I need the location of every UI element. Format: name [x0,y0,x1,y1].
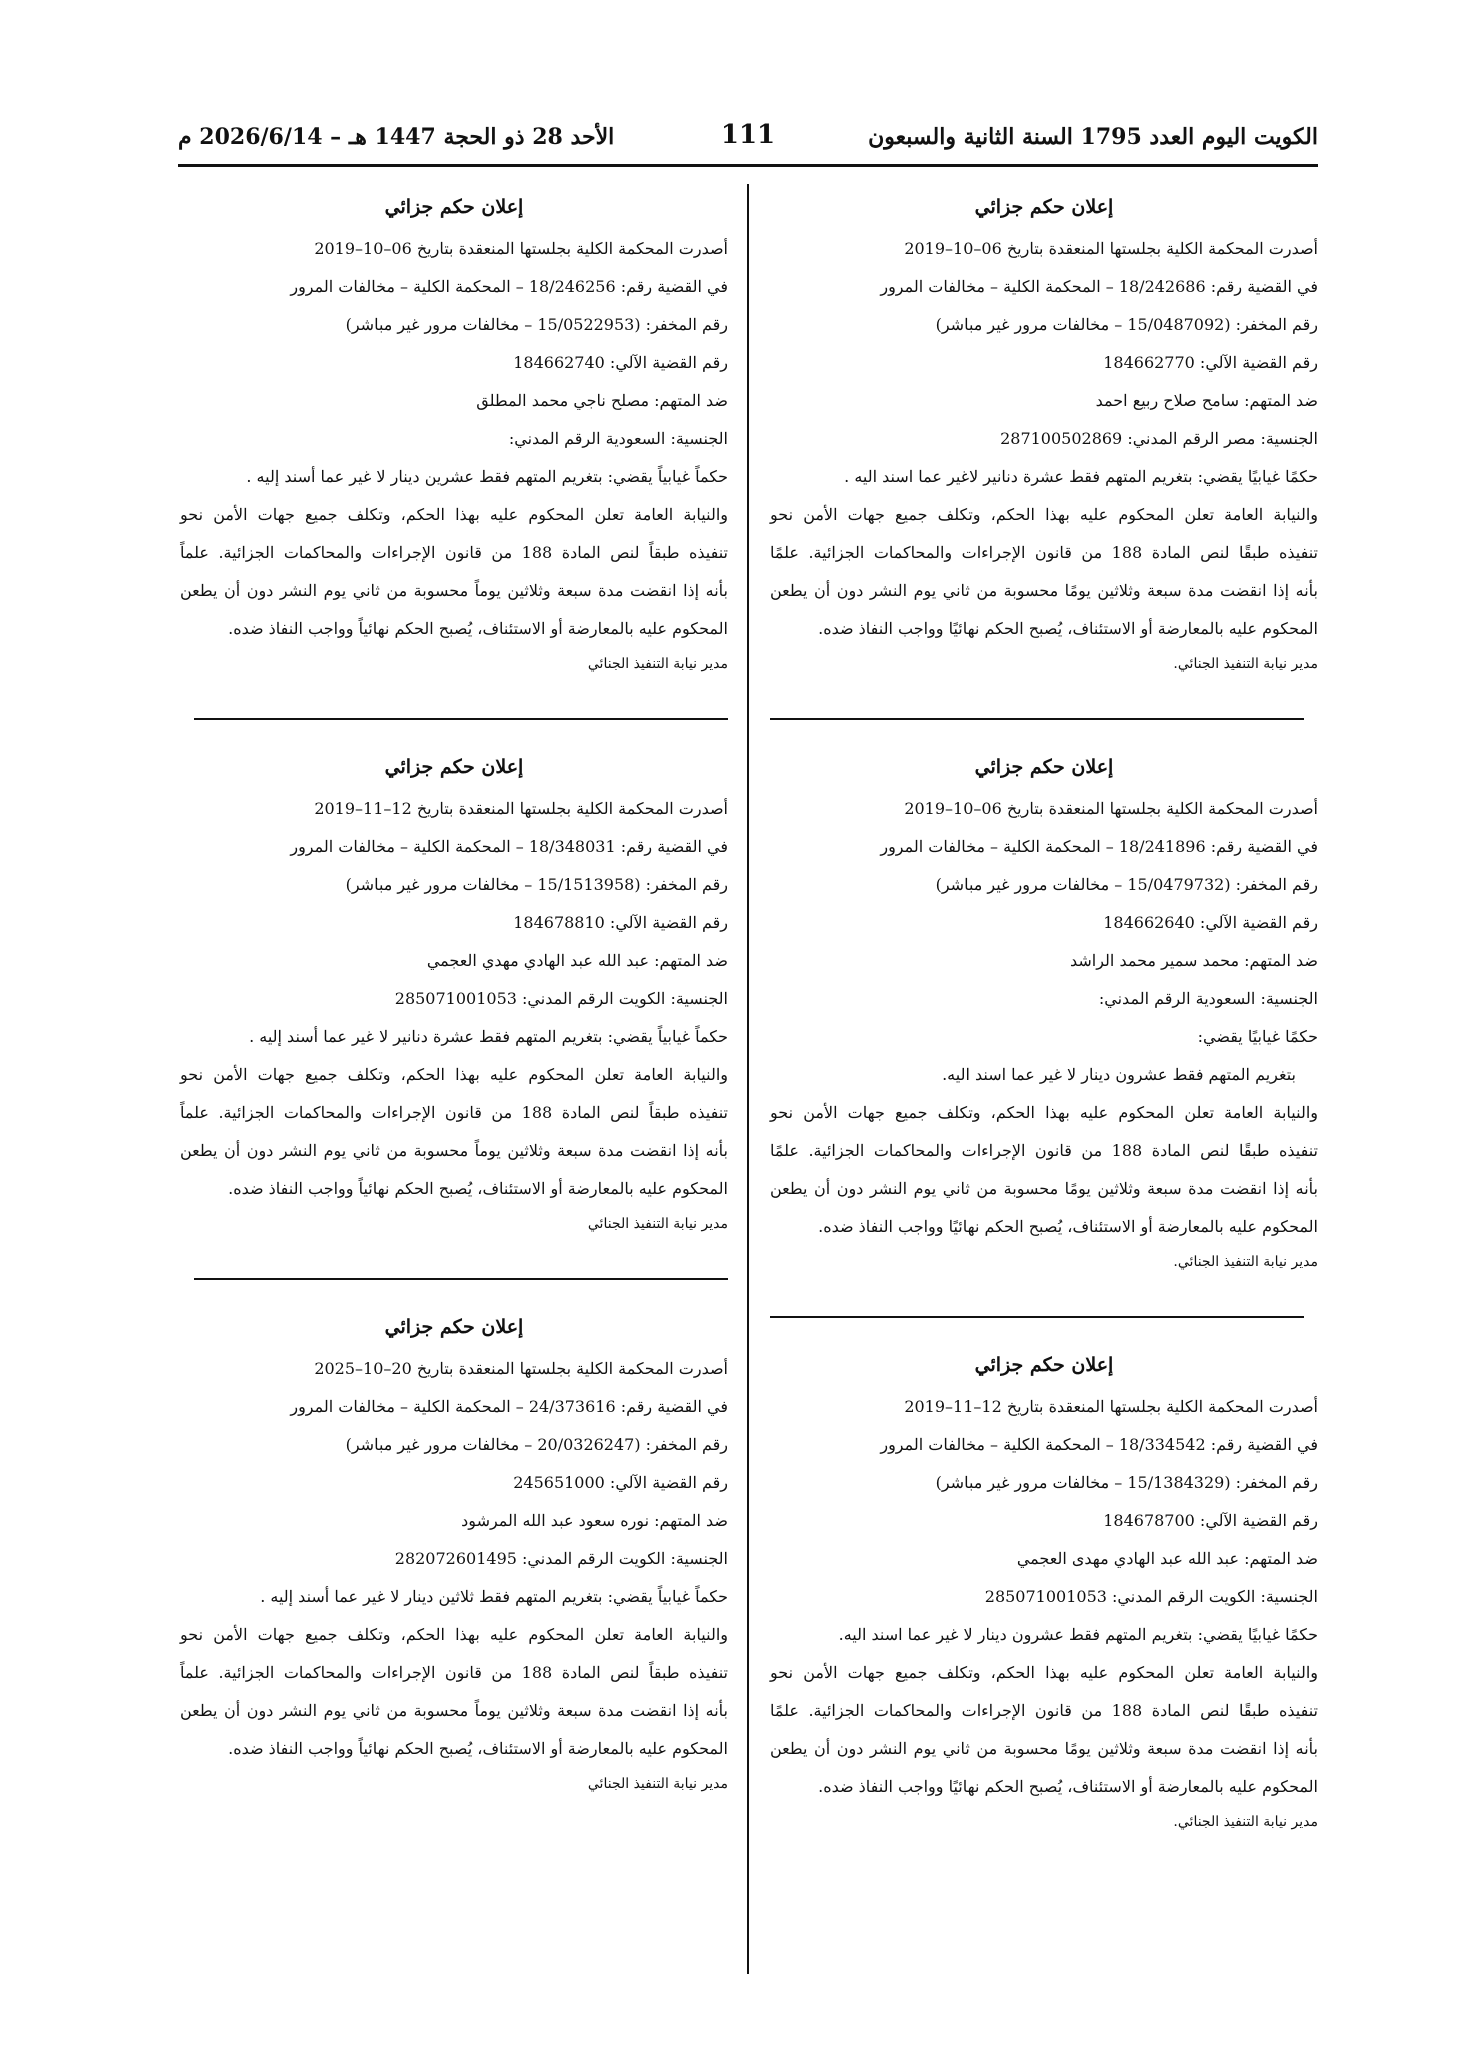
case-number: في القضية رقم: 18/241896 – المحكمة الكلية – مخالفات المرور [880,837,1318,856]
nationality-line: الجنسية: الكويت الرقم المدني: 285071001053 [394,989,728,1008]
accused-name: ضد المتهم: سامح صلاح ربيع احمد [1095,391,1318,410]
issued-line: أصدرت المحكمة الكلية بجلستها المنعقدة بتاريخ 06–10–2019 [314,239,728,258]
notice [180,754,728,1240]
issued-line: أصدرت المحكمة الكلية بجلستها المنعقدة بتاريخ 12–11–2019 [904,1397,1318,1416]
body-line: تنفيذه طبقاً لنص المادة 188 من قانون الإجراءات والمحاكمات الجزائية. علماً [180,1663,728,1682]
accused-name: ضد المتهم: نوره سعود عبد الله المرشود [461,1511,728,1530]
case-number: في القضية رقم: 18/348031 – المحكمة الكلية – مخالفات المرور [290,837,728,856]
notice-title: إعلان حكم جزائي [974,1354,1114,1376]
verdict-line: حكمًا غيابيًا يقضي: بتغريم المتهم فقط عشرة دنانير لاغير عما اسند اليه . [844,467,1318,486]
notice-title: إعلان حكم جزائي [974,756,1114,778]
body-line: بأنه إذا انقضت مدة سبعة وثلاثين يومًا محسوبة من ثاني يوم النشر دون أن يطعن [770,581,1318,600]
body-line: بأنه إذا انقضت مدة سبعة وثلاثين يوماً محسوبة من ثاني يوم النشر دون أن يطعن [180,581,728,600]
body-line: والنيابة العامة تعلن المحكوم عليه بهذا الحكم، وتكلف جميع جهات الأمن نحو [770,1663,1318,1682]
auto-case-number: رقم القضية الآلي: 184662740 [513,353,728,372]
body-line: والنيابة العامة تعلن المحكوم عليه بهذا الحكم، وتكلف جميع جهات الأمن نحو [180,1065,728,1084]
signature: مدير نيابة التنفيذ الجنائي. [1173,656,1318,672]
body-line: بأنه إذا انقضت مدة سبعة وثلاثين يوماً محسوبة من ثاني يوم النشر دون أن يطعن [180,1141,728,1160]
notice-separator [194,1278,728,1280]
verdict-heading: حكمًا غيابيًا يقضي: [1197,1027,1318,1046]
notice-title: إعلان حكم جزائي [384,756,524,778]
nationality-line: الجنسية: الكويت الرقم المدني: 282072601495 [394,1549,728,1568]
body-line: والنيابة العامة تعلن المحكوم عليه بهذا الحكم، وتكلف جميع جهات الأمن نحو [180,505,728,524]
notice-title: إعلان حكم جزائي [384,196,524,218]
body-line: المحكوم عليه بالمعارضة أو الاستئناف، يُصبح الحكم نهائياً وواجب النفاذ ضده. [228,619,728,638]
page-header [178,118,1318,162]
accused-name: ضد المتهم: مصلح ناجي محمد المطلق [476,391,728,410]
nationality-line: الجنسية: السعودية الرقم المدني: [1098,989,1318,1008]
nationality-line: الجنسية: السعودية الرقم المدني: [508,429,728,448]
signature: مدير نيابة التنفيذ الجنائي. [1173,1254,1318,1270]
body-line: المحكوم عليه بالمعارضة أو الاستئناف، يُصبح الحكم نهائياً وواجب النفاذ ضده. [228,1179,728,1198]
body-line: بأنه إذا انقضت مدة سبعة وثلاثين يومًا محسوبة من ثاني يوم النشر دون أن يطعن [770,1179,1318,1198]
body-line: المحكوم عليه بالمعارضة أو الاستئناف، يُصبح الحكم نهائيًا وواجب النفاذ ضده. [818,619,1318,638]
issued-line: أصدرت المحكمة الكلية بجلستها المنعقدة بتاريخ 20–10–2025 [314,1359,728,1378]
auto-case-number: رقم القضية الآلي: 184678700 [1103,1511,1318,1530]
body-line: والنيابة العامة تعلن المحكوم عليه بهذا الحكم، وتكلف جميع جهات الأمن نحو [180,1625,728,1644]
body-line: والنيابة العامة تعلن المحكوم عليه بهذا الحكم، وتكلف جميع جهات الأمن نحو [770,1103,1318,1122]
station-number: رقم المخفر: (15/1513958 – مخالفات مرور غير مباشر) [345,875,728,894]
issued-line: أصدرت المحكمة الكلية بجلستها المنعقدة بتاريخ 12–11–2019 [314,799,728,818]
header-rule [178,164,1318,167]
notice-separator [194,718,728,720]
verdict-line: حكماً غيابياً يقضي: بتغريم المتهم فقط عشرة دنانير لا غير عما أسند إليه . [249,1027,728,1046]
accused-name: ضد المتهم: محمد سمير محمد الراشد [1069,951,1318,970]
body-line: المحكوم عليه بالمعارضة أو الاستئناف، يُصبح الحكم نهائيًا وواجب النفاذ ضده. [818,1777,1318,1796]
case-number: في القضية رقم: 24/373616 – المحكمة الكلية – مخالفات المرور [290,1397,728,1416]
accused-name: ضد المتهم: عبد الله عبد الهادي مهدى العجمي [1016,1549,1318,1568]
body-line: بأنه إذا انقضت مدة سبعة وثلاثين يومًا محسوبة من ثاني يوم النشر دون أن يطعن [770,1739,1318,1758]
left-column [180,194,728,1800]
verdict-line: حكمًا غيابيًا يقضي: بتغريم المتهم فقط عشرون دينار لا غير عما اسند اليه. [838,1625,1318,1644]
notice-title: إعلان حكم جزائي [384,1316,524,1338]
body-line: بأنه إذا انقضت مدة سبعة وثلاثين يوماً محسوبة من ثاني يوم النشر دون أن يطعن [180,1701,728,1720]
body-line: المحكوم عليه بالمعارضة أو الاستئناف، يُصبح الحكم نهائياً وواجب النفاذ ضده. [228,1739,728,1758]
signature: مدير نيابة التنفيذ الجنائي [587,1216,728,1232]
notice [180,1314,728,1800]
body-line: والنيابة العامة تعلن المحكوم عليه بهذا الحكم، وتكلف جميع جهات الأمن نحو [770,505,1318,524]
body-line: تنفيذه طبقاً لنص المادة 188 من قانون الإجراءات والمحاكمات الجزائية. علماً [180,543,728,562]
station-number: رقم المخفر: (15/1384329 – مخالفات مرور غير مباشر) [935,1473,1318,1492]
auto-case-number: رقم القضية الآلي: 245651000 [513,1473,728,1492]
right-column [770,194,1318,1838]
body-line: تنفيذه طبقاً لنص المادة 188 من قانون الإجراءات والمحاكمات الجزائية. علماً [180,1103,728,1122]
issued-line: أصدرت المحكمة الكلية بجلستها المنعقدة بتاريخ 06–10–2019 [904,799,1318,818]
notice [180,194,728,680]
case-number: في القضية رقم: 18/242686 – المحكمة الكلية – مخالفات المرور [880,277,1318,296]
accused-name: ضد المتهم: عبد الله عبد الهادي مهدي العجمي [426,951,728,970]
notice-separator [770,718,1304,720]
station-number: رقم المخفر: (15/0479732 – مخالفات مرور غير مباشر) [935,875,1318,894]
body-line: تنفيذه طبقًا لنص المادة 188 من قانون الإجراءات والمحاكمات الجزائية. علمًا [770,1141,1318,1160]
column-divider [747,184,749,1974]
body-line: تنفيذه طبقًا لنص المادة 188 من قانون الإجراءات والمحاكمات الجزائية. علمًا [770,1701,1318,1720]
page-number: 111 [720,120,776,150]
verdict-line: حكماً غيابياً يقضي: بتغريم المتهم فقط ثلاثين دينار لا غير عما أسند إليه . [260,1587,728,1606]
case-number: في القضية رقم: 18/334542 – المحكمة الكلية – مخالفات المرور [880,1435,1318,1454]
station-number: رقم المخفر: (20/0326247 – مخالفات مرور غير مباشر) [345,1435,728,1454]
auto-case-number: رقم القضية الآلي: 184662770 [1103,353,1318,372]
notice-separator [770,1316,1304,1318]
station-number: رقم المخفر: (15/0522953 – مخالفات مرور غير مباشر) [345,315,728,334]
notice [770,1352,1318,1838]
signature: مدير نيابة التنفيذ الجنائي [587,1776,728,1792]
notice [770,194,1318,680]
case-number: في القضية رقم: 18/246256 – المحكمة الكلية – مخالفات المرور [290,277,728,296]
signature: مدير نيابة التنفيذ الجنائي. [1173,1814,1318,1830]
verdict-line: بتغريم المتهم فقط عشرون دينار لا غير عما اسند اليه. [942,1065,1296,1084]
header-publication: الكويت اليوم العدد 1795 السنة الثانية والسبعون [868,124,1318,150]
auto-case-number: رقم القضية الآلي: 184678810 [513,913,728,932]
verdict-line: حكماً غيابياً يقضي: بتغريم المتهم فقط عشرين دينار لا غير عما أسند إليه . [246,467,728,486]
header-date: الأحد 28 ذو الحجة 1447 هـ – 2026/6/14 م [178,124,615,150]
body-line: تنفيذه طبقًا لنص المادة 188 من قانون الإجراءات والمحاكمات الجزائية. علمًا [770,543,1318,562]
body-line: المحكوم عليه بالمعارضة أو الاستئناف، يُصبح الحكم نهائيًا وواجب النفاذ ضده. [818,1217,1318,1236]
issued-line: أصدرت المحكمة الكلية بجلستها المنعقدة بتاريخ 06–10–2019 [904,239,1318,258]
signature: مدير نيابة التنفيذ الجنائي [587,656,728,672]
notice [770,754,1318,1278]
nationality-line: الجنسية: مصر الرقم المدني: 287100502869 [1000,429,1318,448]
nationality-line: الجنسية: الكويت الرقم المدني: 285071001053 [984,1587,1318,1606]
auto-case-number: رقم القضية الآلي: 184662640 [1103,913,1318,932]
notice-title: إعلان حكم جزائي [974,196,1114,218]
station-number: رقم المخفر: (15/0487092 – مخالفات مرور غير مباشر) [935,315,1318,334]
